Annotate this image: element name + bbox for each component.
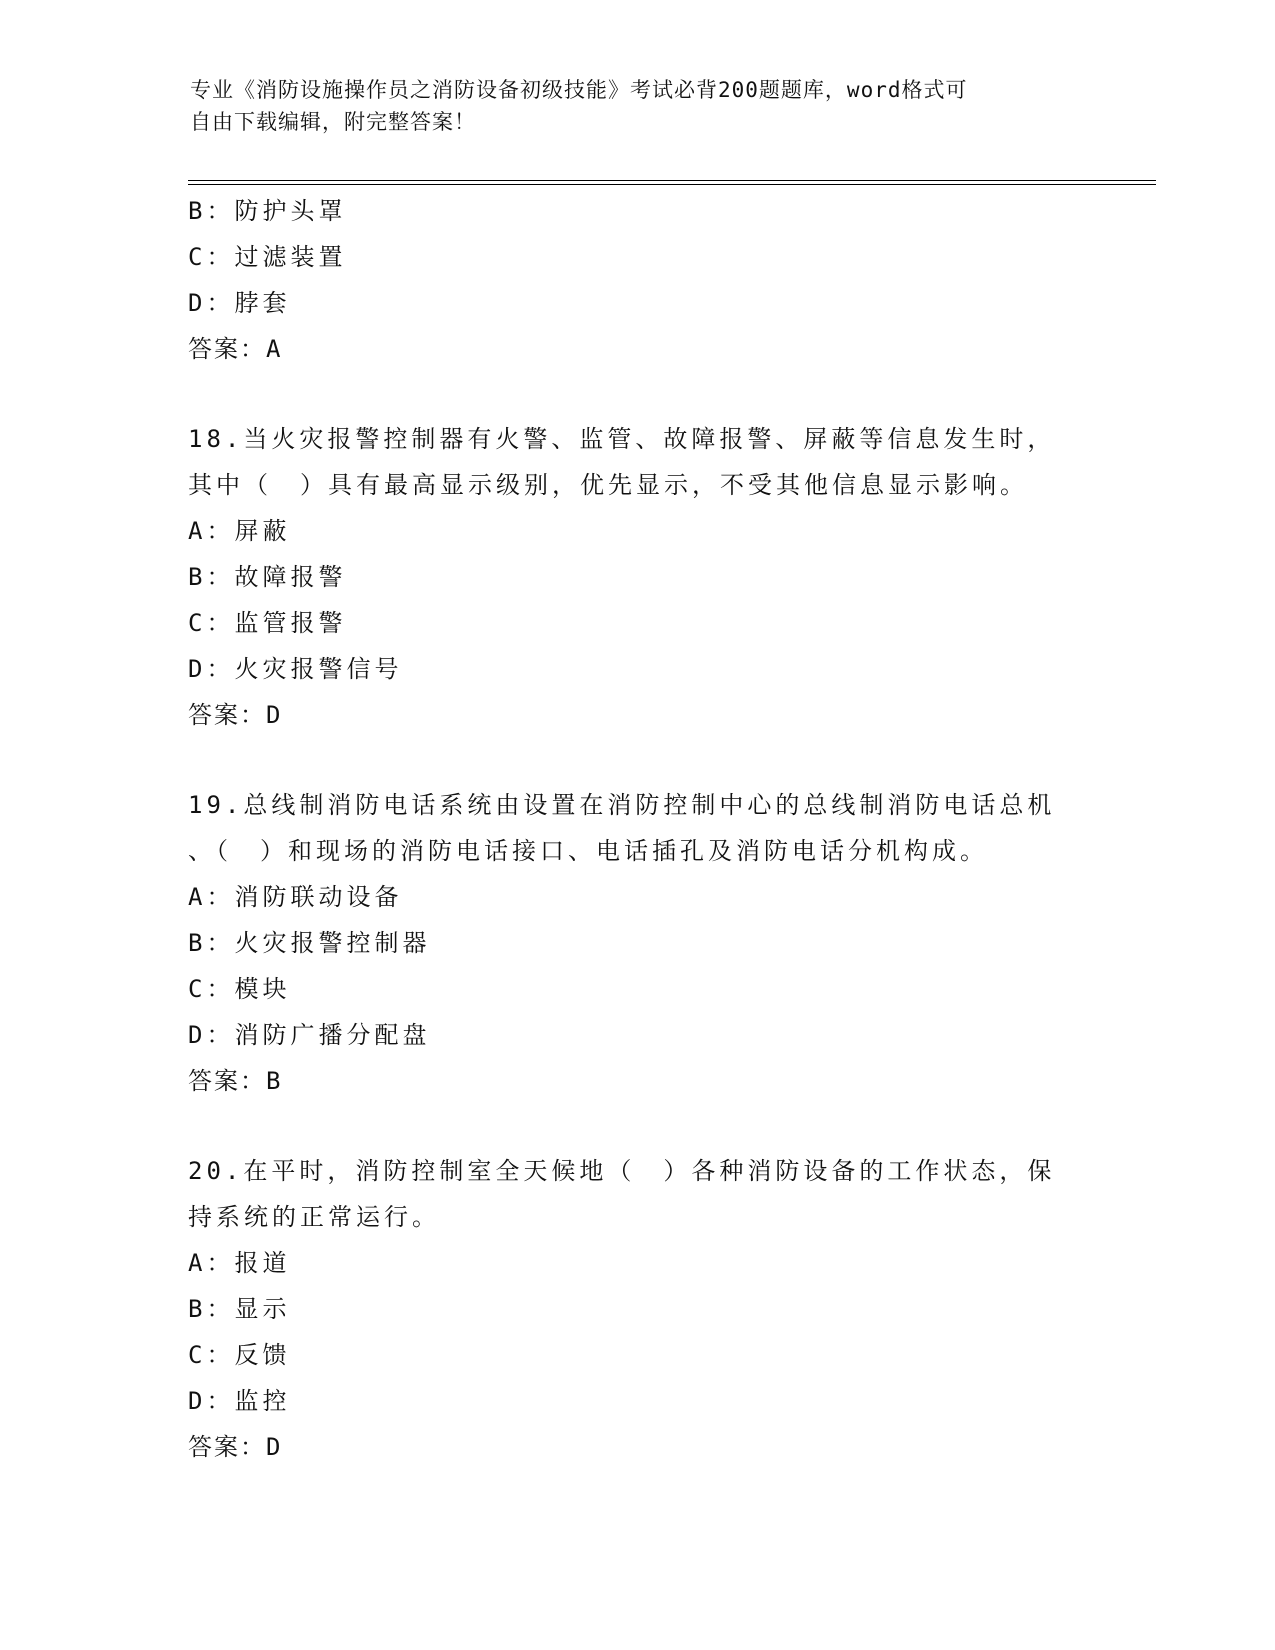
answer: 答案：B (188, 1067, 283, 1095)
option-c: C：反馈 (188, 1341, 291, 1369)
option-a: A：报道 (188, 1249, 291, 1277)
header-divider (188, 180, 1156, 185)
option-b: B：显示 (188, 1295, 291, 1323)
question-stem: 20.在平时，消防控制室全天候地（ ）各种消防设备的工作状态，保 (188, 1157, 1056, 1185)
option-c: C：模块 (188, 975, 291, 1003)
option-c: C：过滤装置 (188, 243, 347, 271)
question-stem-continued: 持系统的正常运行。 (188, 1203, 440, 1231)
option-a: A：屏蔽 (188, 517, 291, 545)
header-line-2: 自由下载编辑，附完整答案！ (190, 110, 476, 134)
question-list (188, 188, 1088, 1470)
answer: 答案：D (188, 1433, 283, 1461)
answer: 答案：D (188, 701, 283, 729)
question-stem-continued: 、（ ）和现场的消防电话接口、电话插孔及消防电话分机构成。 (188, 837, 988, 865)
question-20 (188, 1148, 1088, 1470)
option-b: B：火灾报警控制器 (188, 929, 431, 957)
question-stem: 18.当火灾报警控制器有火警、监管、故障报警、屏蔽等信息发生时， (188, 425, 1056, 453)
option-a: A：消防联动设备 (188, 883, 403, 911)
header-line-1: 专业《消防设施操作员之消防设备初级技能》考试必背200题题库，word格式可 (190, 78, 968, 102)
document-header (190, 74, 1090, 138)
option-d: D：监控 (188, 1387, 291, 1415)
option-b: B：故障报警 (188, 563, 347, 591)
option-b: B：防护头罩 (188, 197, 347, 225)
question-19 (188, 782, 1088, 1104)
question-stem: 19.总线制消防电话系统由设置在消防控制中心的总线制消防电话总机 (188, 791, 1056, 819)
option-d: D：火灾报警信号 (188, 655, 403, 683)
option-c: C：监管报警 (188, 609, 347, 637)
question-17-tail (188, 188, 1088, 372)
question-stem-continued: 其中（ ）具有最高显示级别，优先显示，不受其他信息显示影响。 (188, 471, 1028, 499)
answer: 答案：A (188, 335, 283, 363)
question-18 (188, 416, 1088, 738)
option-d: D：消防广播分配盘 (188, 1021, 431, 1049)
option-d: D：脖套 (188, 289, 291, 317)
